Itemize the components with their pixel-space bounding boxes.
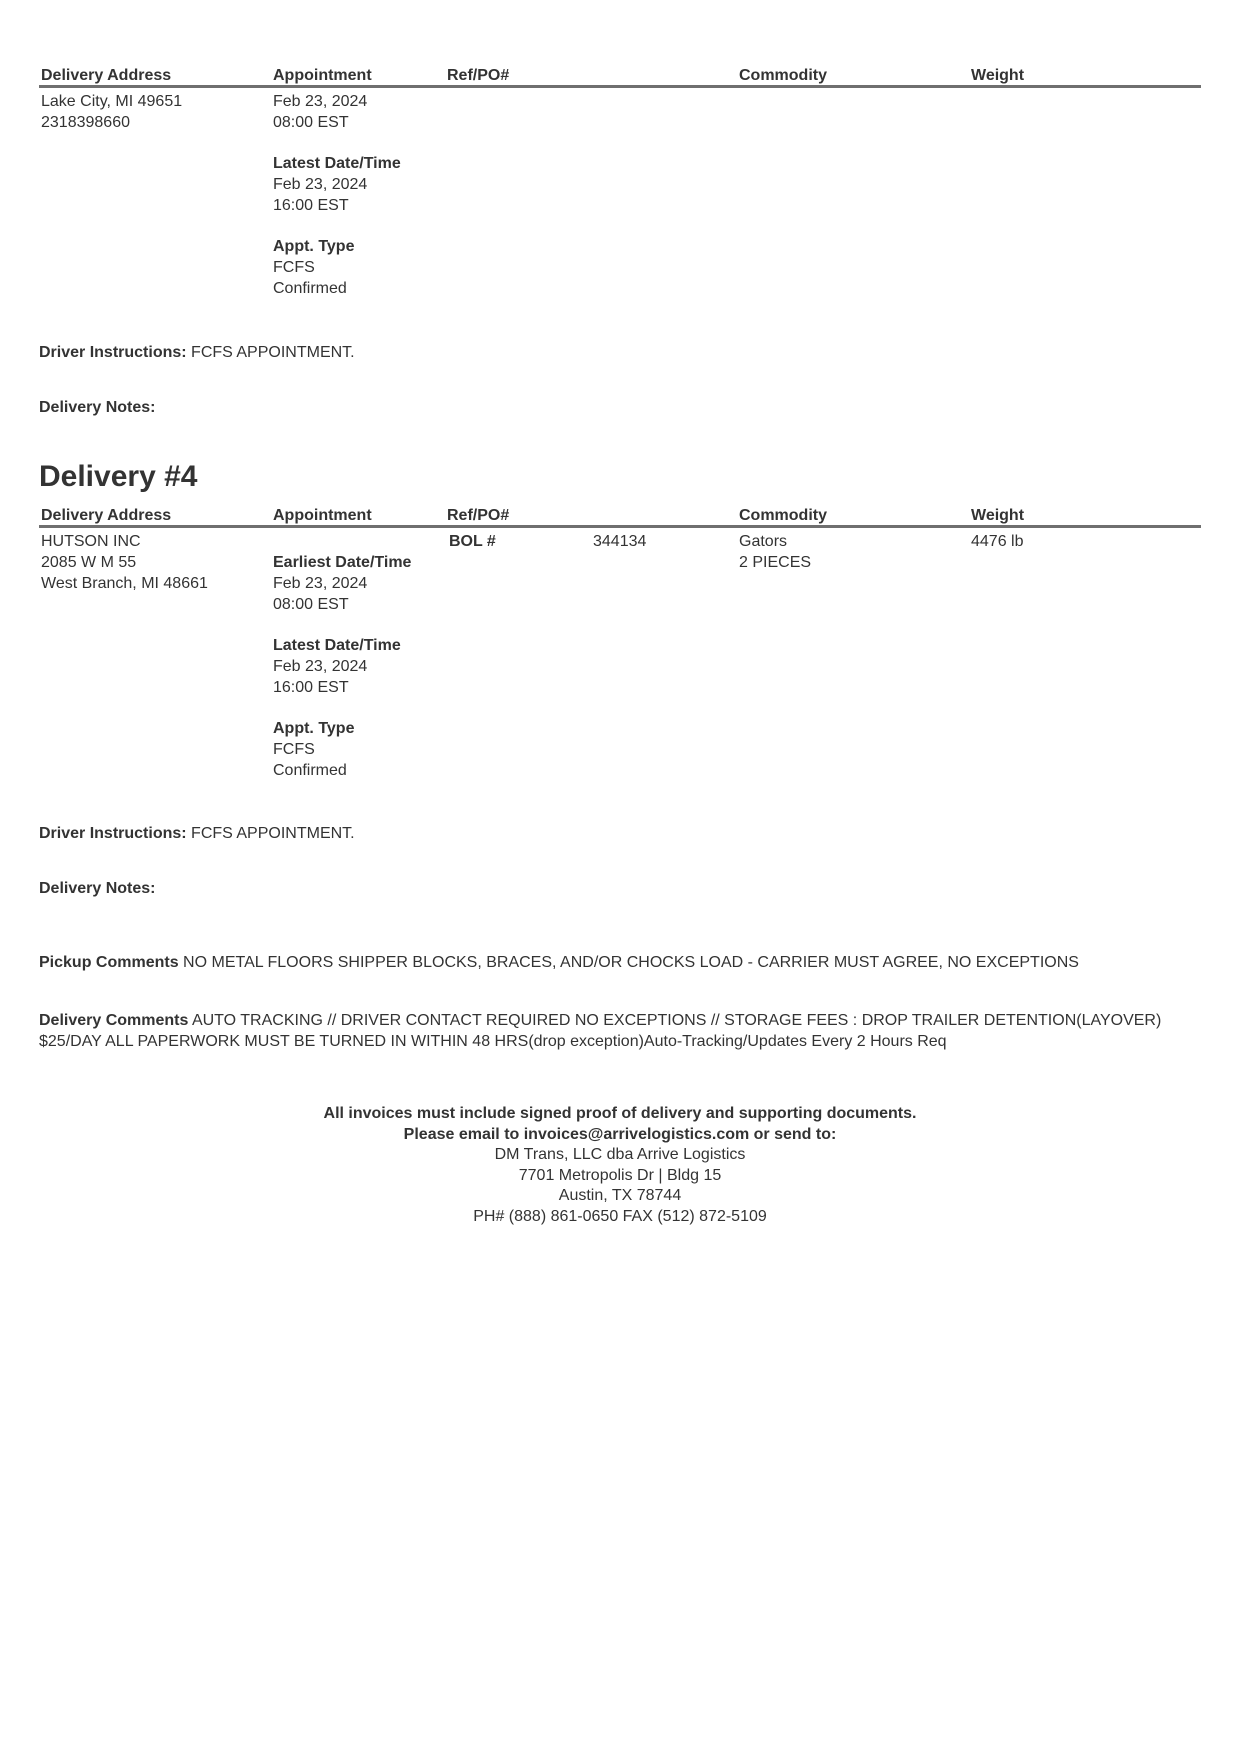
delivery-comments-text: AUTO TRACKING // DRIVER CONTACT REQUIRED NO EXCEPTIONS // STORAGE FEES : DROP TRAILER DETENTION(LAYOVER) $25/DAY ALL PAPERWORK MUST BE TURNED IN WITHIN 48 HRS(drop exception)Auto-Tracking/Updates Every 2 Hours Req: [39, 1012, 1162, 1050]
col-delivery-address: Delivery Address: [41, 507, 172, 524]
appt-type: FCFS: [273, 741, 315, 758]
col-commodity: Commodity: [739, 507, 827, 524]
commodity-pieces: 2 PIECES: [739, 554, 812, 571]
col-weight: Weight: [971, 507, 1025, 524]
appt-status: Confirmed: [273, 762, 347, 779]
delivery-address-cell: [41, 531, 208, 594]
delivery-comments: [39, 1010, 1201, 1052]
delivery-notes-4: [39, 878, 156, 899]
table-header: [39, 65, 1201, 88]
invoice-requirement: All invoices must include signed proof of delivery and supporting documents.: [323, 1105, 917, 1122]
delivery-4-table: [39, 505, 1201, 791]
delivery-notes-label: Delivery Notes:: [39, 880, 156, 897]
phone-number: 2318398660: [41, 114, 130, 131]
company-street: 7701 Metropolis Dr | Bldg 15: [518, 1166, 722, 1184]
col-ref-po: Ref/PO#: [447, 507, 510, 524]
col-ref-po: Ref/PO#: [447, 67, 510, 84]
driver-instructions-3: [39, 342, 355, 363]
appointment-cell: [273, 91, 401, 299]
commodity-name: Gators: [739, 533, 788, 550]
city-state-zip: West Branch, MI 48661: [41, 575, 208, 592]
pickup-comments-label: Pickup Comments: [39, 954, 179, 971]
col-delivery-address: Delivery Address: [41, 67, 172, 84]
col-weight: Weight: [971, 67, 1025, 84]
street-address: 2085 W M 55: [41, 554, 137, 571]
invoice-footer: [39, 1104, 1201, 1227]
delivery-3-table: [39, 65, 1201, 306]
appointment-cell: [273, 552, 411, 781]
latest-time: 16:00 EST: [273, 679, 349, 696]
delivery-address-cell: [41, 91, 182, 133]
driver-instructions-label: Driver Instructions:: [39, 344, 187, 361]
delivery-4-heading: Delivery #4: [39, 460, 198, 493]
earliest-date: Feb 23, 2024: [273, 575, 368, 592]
latest-time: 16:00 EST: [273, 197, 349, 214]
driver-instructions-4: [39, 823, 355, 844]
company-phone-fax: PH# (888) 861-0650 FAX (512) 872-5109: [473, 1207, 767, 1225]
driver-instructions-text: FCFS APPOINTMENT.: [191, 825, 355, 842]
weight-value: 4476 lb: [971, 533, 1024, 550]
delivery-notes-3: [39, 397, 156, 418]
latest-label: Latest Date/Time: [273, 637, 401, 654]
address-line: Lake City, MI 49651: [41, 93, 183, 110]
company-city: Austin, TX 78744: [558, 1187, 682, 1204]
col-appointment: Appointment: [273, 67, 372, 84]
table-header: [39, 505, 1201, 528]
appt-type-label: Appt. Type: [273, 720, 355, 737]
latest-date: Feb 23, 2024: [273, 176, 368, 193]
delivery-notes-label: Delivery Notes:: [39, 399, 156, 416]
appt-date: Feb 23, 2024: [273, 93, 368, 110]
ref-value: 344134: [593, 533, 647, 550]
appt-status: Confirmed: [273, 280, 347, 297]
appt-type-label: Appt. Type: [273, 238, 355, 255]
commodity-cell: [739, 531, 811, 573]
appt-time: 08:00 EST: [273, 114, 349, 131]
table-row: [39, 91, 1201, 306]
table-row: [39, 531, 1201, 791]
delivery-comments-label: Delivery Comments: [39, 1012, 189, 1029]
invoice-email-line: Please email to invoices@arrivelogistics.com or send to:: [403, 1125, 837, 1143]
ref-label: BOL #: [449, 533, 496, 550]
latest-date: Feb 23, 2024: [273, 658, 368, 675]
col-commodity: Commodity: [739, 67, 827, 84]
driver-instructions-text: FCFS APPOINTMENT.: [191, 344, 355, 361]
pickup-comments: [39, 952, 1201, 973]
latest-label: Latest Date/Time: [273, 155, 401, 172]
col-appointment: Appointment: [273, 507, 372, 524]
pickup-comments-text: NO METAL FLOORS SHIPPER BLOCKS, BRACES, AND/OR CHOCKS LOAD - CARRIER MUST AGREE, NO EXCEPTIONS: [183, 954, 1079, 971]
appt-type: FCFS: [273, 259, 315, 276]
consignee-name: HUTSON INC: [41, 533, 141, 550]
earliest-time: 08:00 EST: [273, 596, 349, 613]
company-name: DM Trans, LLC dba Arrive Logistics: [494, 1146, 746, 1163]
driver-instructions-label: Driver Instructions:: [39, 825, 187, 842]
earliest-label: Earliest Date/Time: [273, 554, 412, 571]
